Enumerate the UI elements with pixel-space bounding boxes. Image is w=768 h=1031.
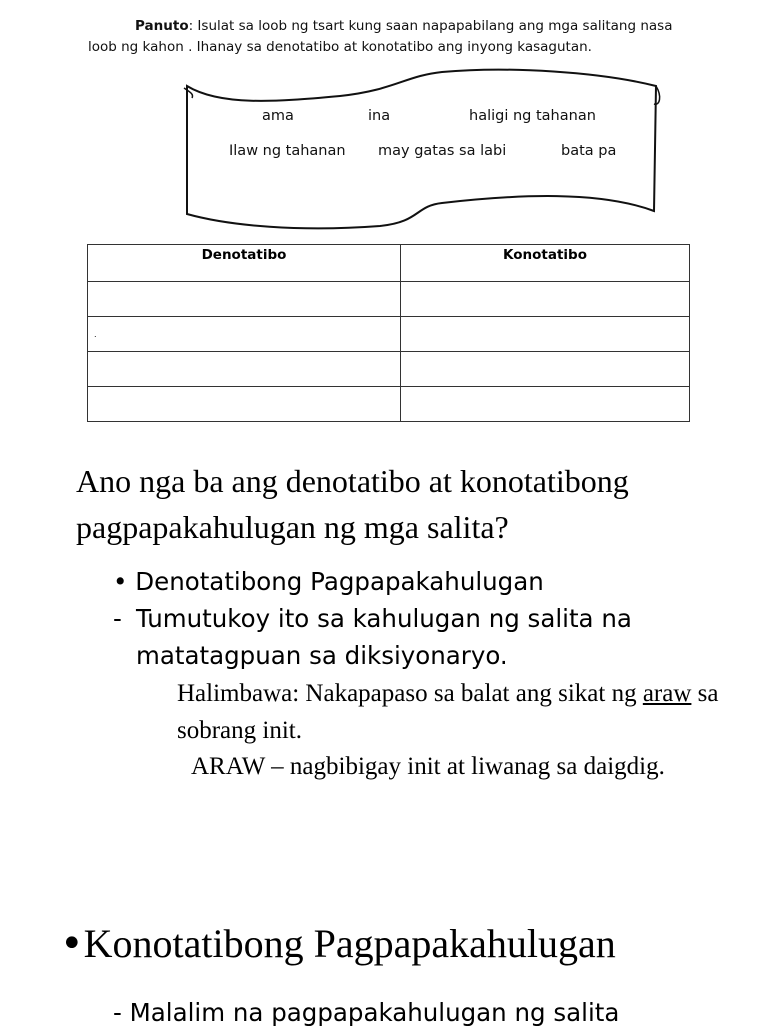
question-heading: Ano nga ba ang denotatibo at konotatibong pagpapakahulugan ng mga salita?: [76, 463, 629, 545]
word-haligi-ng-tahanan: haligi ng tahanan: [469, 108, 596, 124]
table-cell[interactable]: [401, 282, 690, 317]
table-cell[interactable]: [88, 352, 401, 387]
table-cell[interactable]: [88, 282, 401, 317]
example-prefix: Halimbawa: Nakapapaso sa balat ang sikat ng: [177, 680, 637, 707]
table-header-row: [88, 245, 690, 282]
word-box: [180, 66, 666, 234]
denotatibo-definition-text: Tumutukoy ito sa kahulugan ng salita na matatagpuan sa diksiyonaryo.: [136, 604, 632, 670]
table-row: [88, 352, 690, 387]
word-ina: ina: [368, 108, 391, 124]
table-row: [88, 282, 690, 317]
table-cell[interactable]: [401, 352, 690, 387]
instruction-line-1-text: : Isulat sa loob ng tsart kung saan napapabilang ang mga salitang nasa: [188, 18, 673, 34]
konotatibo-title: Konotatibong Pagpapakahulugan: [83, 921, 616, 966]
instruction-line-1: [88, 16, 698, 37]
denotatibo-example: [177, 675, 737, 749]
konotatibo-definition: [113, 994, 753, 1031]
table-cell[interactable]: [401, 317, 690, 352]
konotatibo-bullet-item: [60, 916, 616, 972]
denotatibo-title: Denotatibong Pagpapakahulugan: [135, 567, 544, 596]
konotatibo-definition-text: Malalim na pagpapakahulugan ng salita: [129, 998, 620, 1027]
header-konotatibo: Konotatibo: [401, 245, 690, 282]
bullet-icon: •: [113, 567, 128, 596]
example-word: araw: [642, 680, 692, 707]
word-ama: ama: [262, 108, 294, 124]
denotatibo-definition: [113, 600, 733, 674]
table-row: [88, 387, 690, 422]
instruction-line-2: loob ng kahon . Ihanay sa denotatibo at konotatibo ang inyong kasagutan.: [88, 39, 592, 55]
word-ilaw-ng-tahanan: Ilaw ng tahanan: [229, 143, 346, 159]
dash-icon: -: [113, 604, 122, 633]
word-may-gatas-sa-labi: may gatas sa labi: [378, 143, 507, 159]
answer-table: [87, 244, 690, 422]
table-cell[interactable]: .: [88, 317, 401, 352]
table-cell[interactable]: [401, 387, 690, 422]
table-row: [88, 317, 690, 352]
instruction-label: Panuto: [135, 18, 189, 34]
header-denotatibo: Denotatibo: [88, 245, 401, 282]
bullet-icon: •: [60, 921, 84, 967]
example-definition: ARAW – nagbibigay init at liwanag sa daigdig.: [191, 753, 665, 780]
dash-icon: -: [113, 998, 122, 1027]
table-cell[interactable]: [88, 387, 401, 422]
instruction-text: [88, 16, 698, 58]
example-suffix: sa sobrang init.: [177, 680, 719, 744]
denotatibo-bullet-item: [113, 563, 544, 600]
word-bata-pa: bata pa: [561, 143, 617, 159]
